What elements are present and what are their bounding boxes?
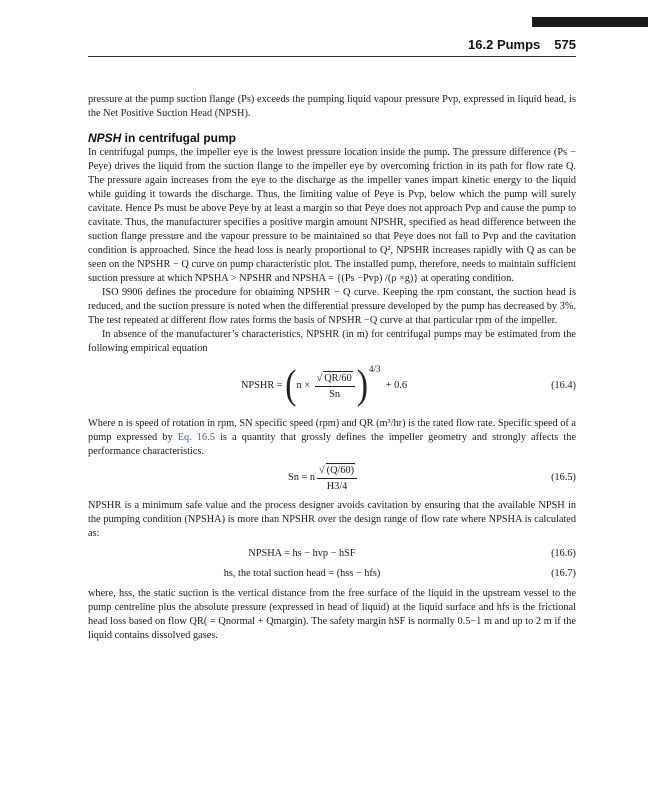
page-number: 575: [554, 37, 576, 52]
equation-16-4: NPSHR = ( n × $\frac{√ QR/60}{Sn}$ ) 4/3 + 0.6 (16.4): [241, 363, 576, 408]
equation-16-7: hs, the total suction head = (hss − hfs) (16.7): [223, 568, 576, 579]
equation-number: (16.4): [551, 380, 576, 391]
header-rule: [88, 56, 576, 57]
paragraph-3: In absence of the manufacturer’s characteristics, NPSHR (in m) for centrifugal pumps may be estimated from the following empirical equation: [88, 329, 576, 354]
equation-number: (16.5): [551, 472, 576, 483]
header-decor-bar: [532, 17, 648, 27]
intro-paragraph: pressure at the pump suction flange (Ps) exceeds the pumping liquid vapour pressure Pvp, expressed in liquid head, is the Net Positive Suction Head (NPSH).: [88, 94, 576, 119]
paragraph-2: ISO 9906 defines the procedure for obtaining NPSHR − Q curve. Keeping the rpm constant, the suction head is reduced, and the suction pressure is noted when the differential pressure developed by the pump has decreased by 3%. The test repeated at different flow rates forms the basis of NPSHR −Q curve at that particular rpm of the impeller.: [88, 287, 576, 326]
paragraph-5: NPSHR is a minimum safe value and the process designer avoids cavitation by ensuring that the available NPSH in the pumping condition (NPSHA) is more than NPSHR over the design range of flow rate where NPSHA is calculated as:: [88, 500, 576, 539]
page-body: [88, 93, 576, 643]
equation-16-5: Sn = n $\frac{√ (Q/60)}{H3/4}$ (16.5): [288, 464, 576, 492]
eq-16-5-link[interactable]: Eq. 16.5: [177, 432, 215, 443]
section-title: 16.2 Pumps: [468, 37, 541, 52]
section-heading: NPSH in centrifugal pump: [88, 131, 237, 145]
paragraph-4: Where n is speed of rotation in rpm, SN specific speed (rpm) and QR (m³/hr) is the rated flow rate. Specific speed of a pump expressed by Eq. 16.5 is a quantity that grossly defines the impeller geometry and strongly affects the performance characteristics.: [88, 418, 577, 457]
equation-16-6: NPSHA = hs − hvp − hSF (16.6): [248, 548, 576, 559]
paragraph-1: In centrifugal pumps, the impeller eye is the lowest pressure location inside the pump. The pressure difference (Ps − Peye) drives the liquid from the suction flange to the impeller eye by overcoming friction in its path for flow rate Q. The pressure again increases from the eye to the discharge as the impeller vanes impart kinetic energy to the liquid while guiding it towards the discharge. Thus, the limiting value of Peye is Pvp, below which the pump will surely cavitate. Hence Ps must be above Peye by at least a margin so that Peye does not approach Pvp and cause the pump to cavitate. Thus, the manufacturer specifies a positive margin amount NPSHR, specified as head difference between the suction flange pressure and the vapour pressure to be maintained so that Peye does not fall to Pvp and the cavitation condition is approached. Since the head loss is nearly proportional to Q², NPSHR increases rapidly with Q as can be seen on the NPSHR − Q curve on pump characteristic plot. The installed pump, therefore, needs to maintain sufficient suction pressure at which NPSHA > NPSHR and NPSHA = {(Ps −Pvp) /(ρ ×g)} at operating condition.: [88, 147, 576, 284]
running-header: [468, 37, 576, 52]
paragraph-6: where, hss, the static suction is the vertical distance from the free surface of the liquid in the upstream vessel to the pump centreline plus the absolute pressure (expressed in head of liquid) at the liquid surface and hfs is the frictional head loss based on flow QR( = Qnormal + Qmargin). The safety margin hSF is normally 0.5−1 m and up to 2 m if the liquid contains dissolved gases.: [88, 588, 576, 641]
